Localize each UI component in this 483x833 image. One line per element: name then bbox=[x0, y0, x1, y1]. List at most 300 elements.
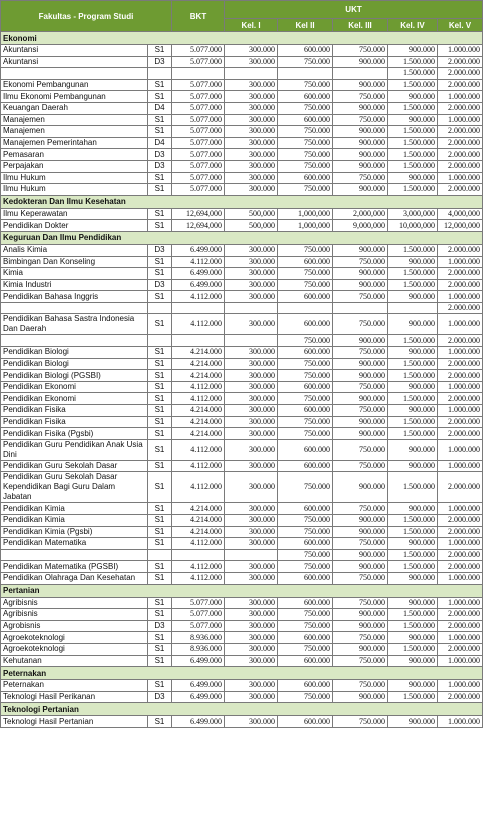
kel-1-cell: 300.000 bbox=[225, 172, 278, 184]
table-row bbox=[1, 572, 483, 584]
table-row bbox=[1, 691, 483, 703]
bkt-cell: 5.077.000 bbox=[172, 126, 225, 138]
bkt-cell: 4.214.000 bbox=[172, 358, 225, 370]
table-row bbox=[1, 126, 483, 138]
table-row bbox=[1, 244, 483, 256]
kel-4-cell: 1.500.000 bbox=[388, 137, 438, 149]
program-cell bbox=[1, 335, 148, 347]
kel-2-cell: 750.000 bbox=[278, 549, 333, 561]
degree-cell: S1 bbox=[148, 515, 172, 527]
bkt-cell: 5.077.000 bbox=[172, 609, 225, 621]
kel-4-cell bbox=[388, 302, 438, 314]
table-row bbox=[1, 460, 483, 472]
kel-5-cell: 1.000.000 bbox=[438, 45, 483, 57]
bkt-cell: 4.214.000 bbox=[172, 405, 225, 417]
table-body bbox=[1, 32, 483, 728]
kel-1-cell: 300.000 bbox=[225, 358, 278, 370]
table-row bbox=[1, 56, 483, 68]
program-cell: Pendidikan Dokter bbox=[1, 220, 148, 232]
kel-2-cell: 600.000 bbox=[278, 347, 333, 359]
program-cell: Pendidikan Ekonomi bbox=[1, 381, 148, 393]
degree-cell: S1 bbox=[148, 126, 172, 138]
faculty-name: Peternakan bbox=[1, 667, 483, 680]
kel-2-cell: 600.000 bbox=[278, 680, 333, 692]
kel-4-cell: 1.500.000 bbox=[388, 609, 438, 621]
kel-3-cell: 750.000 bbox=[333, 114, 388, 126]
kel-3-cell: 750.000 bbox=[333, 381, 388, 393]
table-row bbox=[1, 370, 483, 382]
bkt-cell: 5.077.000 bbox=[172, 91, 225, 103]
kel-2-cell: 600.000 bbox=[278, 172, 333, 184]
kel-1-cell: 300.000 bbox=[225, 91, 278, 103]
kel-4-cell: 1.500.000 bbox=[388, 358, 438, 370]
kel-2-cell: 600.000 bbox=[278, 538, 333, 550]
kel-3-cell: 750.000 bbox=[333, 347, 388, 359]
bkt-cell: 4.112.000 bbox=[172, 561, 225, 573]
table-row bbox=[1, 439, 483, 460]
kel-1-cell: 300.000 bbox=[225, 632, 278, 644]
kel-1-cell: 300.000 bbox=[225, 620, 278, 632]
program-cell: Ilmu Ekonomi Pembangunan bbox=[1, 91, 148, 103]
degree-cell: S1 bbox=[148, 45, 172, 57]
program-cell: Manajemen bbox=[1, 114, 148, 126]
program-cell: Pendidikan Guru Sekolah Dasar Kependidikan Bagi Guru Dalam Jabatan bbox=[1, 472, 148, 503]
program-cell: Pendidikan Olahraga Dan Kesehatan bbox=[1, 572, 148, 584]
kel-2-cell: 750.000 bbox=[278, 160, 333, 172]
bkt-cell: 4.112.000 bbox=[172, 439, 225, 460]
table-row bbox=[1, 314, 483, 335]
program-cell: Ilmu Keperawatan bbox=[1, 208, 148, 220]
kel-3-cell: 750.000 bbox=[333, 716, 388, 728]
degree-cell: S1 bbox=[148, 79, 172, 91]
kel-3-cell: 750.000 bbox=[333, 597, 388, 609]
kel-3-cell: 750.000 bbox=[333, 503, 388, 515]
kel-5-cell: 1.000.000 bbox=[438, 291, 483, 303]
table-row bbox=[1, 561, 483, 573]
kel-4-cell: 900.000 bbox=[388, 291, 438, 303]
kel-1-cell: 300.000 bbox=[225, 538, 278, 550]
kel-3-cell: 750.000 bbox=[333, 405, 388, 417]
kel-5-cell: 2.000.000 bbox=[438, 643, 483, 655]
kel-3-cell: 750.000 bbox=[333, 45, 388, 57]
degree-cell: S1 bbox=[148, 643, 172, 655]
faculty-name: Pertanian bbox=[1, 584, 483, 597]
kel-3-cell: 900.000 bbox=[333, 358, 388, 370]
program-column-header: Fakultas - Program Studi bbox=[1, 1, 172, 32]
bkt-cell: 5.077.000 bbox=[172, 149, 225, 161]
kel-3-cell: 900.000 bbox=[333, 137, 388, 149]
kel-2-cell: 600.000 bbox=[278, 91, 333, 103]
degree-cell: D3 bbox=[148, 244, 172, 256]
bkt-cell: 6.499.000 bbox=[172, 655, 225, 667]
bkt-cell: 6.499.000 bbox=[172, 680, 225, 692]
kel-3-cell: 750.000 bbox=[333, 91, 388, 103]
table-row bbox=[1, 405, 483, 417]
kel-4-cell: 1.500.000 bbox=[388, 184, 438, 196]
kel-1-cell: 300.000 bbox=[225, 370, 278, 382]
kel-2-cell: 750.000 bbox=[278, 268, 333, 280]
kel-3-cell: 900.000 bbox=[333, 160, 388, 172]
bkt-cell: 5.077.000 bbox=[172, 620, 225, 632]
bkt-cell: 6.499.000 bbox=[172, 268, 225, 280]
bkt-cell: 5.077.000 bbox=[172, 114, 225, 126]
kel-3-cell: 900.000 bbox=[333, 620, 388, 632]
kel-1-cell: 300.000 bbox=[225, 291, 278, 303]
kel-4-cell: 1.500.000 bbox=[388, 472, 438, 503]
kel-1-cell: 300.000 bbox=[225, 439, 278, 460]
kel-1-cell bbox=[225, 68, 278, 80]
kel-5-cell: 2.000.000 bbox=[438, 335, 483, 347]
kel-3-cell bbox=[333, 302, 388, 314]
program-cell: Pemasaran bbox=[1, 149, 148, 161]
kel-3-cell: 750.000 bbox=[333, 632, 388, 644]
kel-4-cell: 10,000,000 bbox=[388, 220, 438, 232]
bkt-cell bbox=[172, 302, 225, 314]
degree-cell: S1 bbox=[148, 716, 172, 728]
table-row bbox=[1, 620, 483, 632]
table-row bbox=[1, 208, 483, 220]
kel-3-cell: 900.000 bbox=[333, 370, 388, 382]
kel-5-cell: 1.000.000 bbox=[438, 439, 483, 460]
table-row bbox=[1, 472, 483, 503]
kel-4-cell: 900.000 bbox=[388, 381, 438, 393]
program-cell: Pendidikan Fisika bbox=[1, 416, 148, 428]
kel-3-cell: 900.000 bbox=[333, 609, 388, 621]
degree-cell: D3 bbox=[148, 160, 172, 172]
kel-1-cell: 300.000 bbox=[225, 314, 278, 335]
degree-cell bbox=[148, 335, 172, 347]
kel-5-cell: 1.000.000 bbox=[438, 460, 483, 472]
table-row bbox=[1, 172, 483, 184]
kel-5-cell: 2.000.000 bbox=[438, 149, 483, 161]
kel-1-cell: 300.000 bbox=[225, 691, 278, 703]
kel-4-cell: 1.500.000 bbox=[388, 370, 438, 382]
kel-1-cell: 300.000 bbox=[225, 137, 278, 149]
faculty-section-row bbox=[1, 231, 483, 244]
kel-2-cell: 750.000 bbox=[278, 620, 333, 632]
kel-5-cell: 1.000.000 bbox=[438, 632, 483, 644]
kel-4-cell: 1.500.000 bbox=[388, 102, 438, 114]
table-row bbox=[1, 91, 483, 103]
faculty-name: Kedokteran Dan Ilmu Kesehatan bbox=[1, 195, 483, 208]
bkt-cell: 6.499.000 bbox=[172, 244, 225, 256]
kel-1-cell: 300.000 bbox=[225, 643, 278, 655]
degree-cell: D3 bbox=[148, 691, 172, 703]
kel-1-cell: 500,000 bbox=[225, 220, 278, 232]
bkt-cell: 5.077.000 bbox=[172, 597, 225, 609]
kel-3-cell: 900.000 bbox=[333, 268, 388, 280]
kel-1-cell: 300.000 bbox=[225, 184, 278, 196]
table-row bbox=[1, 358, 483, 370]
kel-1-cell: 500,000 bbox=[225, 208, 278, 220]
bkt-cell: 12,694,000 bbox=[172, 220, 225, 232]
degree-cell: S1 bbox=[148, 256, 172, 268]
table-row bbox=[1, 716, 483, 728]
program-cell: Pendidikan Kimia bbox=[1, 515, 148, 527]
degree-cell: D3 bbox=[148, 149, 172, 161]
kel-2-cell: 750.000 bbox=[278, 643, 333, 655]
table-row bbox=[1, 381, 483, 393]
bkt-cell: 4.112.000 bbox=[172, 460, 225, 472]
kel-5-cell: 1.000.000 bbox=[438, 314, 483, 335]
kel-1-cell: 300.000 bbox=[225, 114, 278, 126]
kel-2-cell: 750.000 bbox=[278, 184, 333, 196]
kel-2-cell: 750.000 bbox=[278, 126, 333, 138]
kel-5-cell: 1.000.000 bbox=[438, 597, 483, 609]
kel-1-cell: 300.000 bbox=[225, 256, 278, 268]
table-row bbox=[1, 503, 483, 515]
program-cell: Pendidikan Guru Sekolah Dasar bbox=[1, 460, 148, 472]
kel-4-cell: 1.500.000 bbox=[388, 126, 438, 138]
kel-2-cell: 750.000 bbox=[278, 102, 333, 114]
kel-5-cell: 1.000.000 bbox=[438, 716, 483, 728]
table-row bbox=[1, 291, 483, 303]
faculty-section-row bbox=[1, 195, 483, 208]
bkt-cell: 4.112.000 bbox=[172, 538, 225, 550]
kel-4-cell: 900.000 bbox=[388, 538, 438, 550]
kel-2-cell: 600.000 bbox=[278, 655, 333, 667]
kel-4-cell: 900.000 bbox=[388, 114, 438, 126]
kel-4-cell: 1.500.000 bbox=[388, 160, 438, 172]
bkt-cell: 4.112.000 bbox=[172, 572, 225, 584]
table-row bbox=[1, 549, 483, 561]
kel-2-cell: 750.000 bbox=[278, 335, 333, 347]
kel-2-cell: 1,000,000 bbox=[278, 208, 333, 220]
kel-1-cell: 300.000 bbox=[225, 405, 278, 417]
program-cell: Pendidikan Fisika (Pgsbi) bbox=[1, 428, 148, 440]
kel-5-cell: 4,000,000 bbox=[438, 208, 483, 220]
kel-3-cell: 900.000 bbox=[333, 279, 388, 291]
kel-2-cell: 750.000 bbox=[278, 56, 333, 68]
table-row bbox=[1, 609, 483, 621]
table-row bbox=[1, 515, 483, 527]
kel-2-cell: 750.000 bbox=[278, 137, 333, 149]
kel-5-cell: 2.000.000 bbox=[438, 472, 483, 503]
kel-2-cell: 600.000 bbox=[278, 405, 333, 417]
table-row bbox=[1, 632, 483, 644]
bkt-cell: 5.077.000 bbox=[172, 102, 225, 114]
kel-3-cell: 900.000 bbox=[333, 149, 388, 161]
kel-2-cell: 750.000 bbox=[278, 358, 333, 370]
faculty-section-row bbox=[1, 584, 483, 597]
bkt-cell: 12,694,000 bbox=[172, 208, 225, 220]
kel-1-cell: 300.000 bbox=[225, 79, 278, 91]
program-cell: Ilmu Hukum bbox=[1, 184, 148, 196]
table-row bbox=[1, 102, 483, 114]
program-cell: Manajemen bbox=[1, 126, 148, 138]
degree-cell: S1 bbox=[148, 526, 172, 538]
kel-1-cell: 300.000 bbox=[225, 381, 278, 393]
bkt-cell: 4.214.000 bbox=[172, 515, 225, 527]
kel-1-cell: 300.000 bbox=[225, 56, 278, 68]
program-cell: Pendidikan Kimia (Pgsbi) bbox=[1, 526, 148, 538]
bkt-cell: 5.077.000 bbox=[172, 172, 225, 184]
table-row bbox=[1, 538, 483, 550]
kel-4-cell: 900.000 bbox=[388, 347, 438, 359]
degree-cell: S1 bbox=[148, 680, 172, 692]
kel-3-cell: 750.000 bbox=[333, 572, 388, 584]
program-cell: Ilmu Hukum bbox=[1, 172, 148, 184]
kel-1-cell: 300.000 bbox=[225, 428, 278, 440]
bkt-cell: 5.077.000 bbox=[172, 137, 225, 149]
program-cell: Agroekoteknologi bbox=[1, 643, 148, 655]
program-cell bbox=[1, 302, 148, 314]
kel-5-cell: 2.000.000 bbox=[438, 279, 483, 291]
bkt-cell: 4.214.000 bbox=[172, 503, 225, 515]
bkt-cell: 4.214.000 bbox=[172, 370, 225, 382]
kel-2-cell: 600.000 bbox=[278, 256, 333, 268]
kel-4-cell: 1.500.000 bbox=[388, 149, 438, 161]
kel-5-cell: 2.000.000 bbox=[438, 515, 483, 527]
kel-4-cell: 900.000 bbox=[388, 405, 438, 417]
kel-4-cell: 900.000 bbox=[388, 655, 438, 667]
program-cell: Manajemen Pemerintahan bbox=[1, 137, 148, 149]
degree-cell bbox=[148, 68, 172, 80]
kel-4-cell: 1.500.000 bbox=[388, 643, 438, 655]
kel-4-cell: 900.000 bbox=[388, 172, 438, 184]
bkt-cell: 8.936.000 bbox=[172, 632, 225, 644]
bkt-cell: 4.214.000 bbox=[172, 526, 225, 538]
program-cell: Pendidikan Biologi bbox=[1, 347, 148, 359]
kel-5-cell: 1.000.000 bbox=[438, 114, 483, 126]
program-cell: Keuangan Daerah bbox=[1, 102, 148, 114]
table-row bbox=[1, 393, 483, 405]
kel-3-cell: 900.000 bbox=[333, 515, 388, 527]
kel-3-cell: 900.000 bbox=[333, 549, 388, 561]
bkt-cell: 8.936.000 bbox=[172, 643, 225, 655]
kel-3-cell: 750.000 bbox=[333, 655, 388, 667]
kel-5-cell: 2.000.000 bbox=[438, 160, 483, 172]
kel-4-cell: 900.000 bbox=[388, 680, 438, 692]
kel-4-cell: 900.000 bbox=[388, 439, 438, 460]
kel-1-cell: 300.000 bbox=[225, 597, 278, 609]
kel-3-cell: 9,000,000 bbox=[333, 220, 388, 232]
program-cell: Pendidikan Matematika (PGSBI) bbox=[1, 561, 148, 573]
table-row bbox=[1, 680, 483, 692]
table-row bbox=[1, 45, 483, 57]
degree-cell: S1 bbox=[148, 538, 172, 550]
kel-5-cell: 1.000.000 bbox=[438, 680, 483, 692]
kel-1-cell: 300.000 bbox=[225, 126, 278, 138]
kel-1-cell bbox=[225, 549, 278, 561]
kel-4-cell: 1.500.000 bbox=[388, 393, 438, 405]
kel-1-cell: 300.000 bbox=[225, 716, 278, 728]
program-cell: Kimia bbox=[1, 268, 148, 280]
kel-1-cell: 300.000 bbox=[225, 149, 278, 161]
kel-2-cell: 600.000 bbox=[278, 114, 333, 126]
kel-2-cell: 750.000 bbox=[278, 609, 333, 621]
kel-5-cell: 2.000.000 bbox=[438, 609, 483, 621]
kelompok-4-header: Kel. IV bbox=[388, 19, 438, 32]
kel-5-cell: 1.000.000 bbox=[438, 503, 483, 515]
degree-cell: D3 bbox=[148, 620, 172, 632]
kel-1-cell: 300.000 bbox=[225, 416, 278, 428]
table-row bbox=[1, 268, 483, 280]
bkt-cell: 5.077.000 bbox=[172, 184, 225, 196]
program-cell: Pendidikan Biologi bbox=[1, 358, 148, 370]
kel-3-cell: 750.000 bbox=[333, 538, 388, 550]
degree-cell: S1 bbox=[148, 655, 172, 667]
kel-1-cell: 300.000 bbox=[225, 102, 278, 114]
kel-3-cell: 750.000 bbox=[333, 291, 388, 303]
kel-3-cell: 900.000 bbox=[333, 56, 388, 68]
table-row bbox=[1, 643, 483, 655]
kel-4-cell: 1.500.000 bbox=[388, 428, 438, 440]
kel-5-cell: 2.000.000 bbox=[438, 370, 483, 382]
kel-5-cell: 2.000.000 bbox=[438, 126, 483, 138]
kel-1-cell: 300.000 bbox=[225, 460, 278, 472]
bkt-cell: 5.077.000 bbox=[172, 79, 225, 91]
kel-2-cell: 750.000 bbox=[278, 472, 333, 503]
kel-3-cell: 750.000 bbox=[333, 172, 388, 184]
kel-2-cell: 600.000 bbox=[278, 460, 333, 472]
program-cell: Teknologi Hasil Pertanian bbox=[1, 716, 148, 728]
bkt-cell: 4.214.000 bbox=[172, 416, 225, 428]
bkt-cell: 4.112.000 bbox=[172, 256, 225, 268]
kel-4-cell: 1.500.000 bbox=[388, 68, 438, 80]
table-row bbox=[1, 79, 483, 91]
kelompok-3-header: Kel. III bbox=[333, 19, 388, 32]
kel-4-cell: 1.500.000 bbox=[388, 279, 438, 291]
table-row bbox=[1, 137, 483, 149]
kel-3-cell: 900.000 bbox=[333, 526, 388, 538]
degree-cell: S1 bbox=[148, 208, 172, 220]
kel-4-cell: 900.000 bbox=[388, 314, 438, 335]
kel-4-cell: 900.000 bbox=[388, 460, 438, 472]
program-cell: Agrobisnis bbox=[1, 620, 148, 632]
bkt-cell: 4.214.000 bbox=[172, 347, 225, 359]
faculty-name: Ekonomi bbox=[1, 32, 483, 45]
bkt-cell bbox=[172, 549, 225, 561]
kel-3-cell: 900.000 bbox=[333, 643, 388, 655]
kel-4-cell: 900.000 bbox=[388, 572, 438, 584]
degree-cell: S1 bbox=[148, 632, 172, 644]
program-cell: Pendidikan Biologi (PGSBI) bbox=[1, 370, 148, 382]
kel-4-cell: 900.000 bbox=[388, 597, 438, 609]
faculty-section-row bbox=[1, 32, 483, 45]
degree-cell: S1 bbox=[148, 561, 172, 573]
kel-5-cell: 2.000.000 bbox=[438, 102, 483, 114]
kel-1-cell: 300.000 bbox=[225, 45, 278, 57]
table-row bbox=[1, 416, 483, 428]
degree-cell bbox=[148, 549, 172, 561]
kel-2-cell: 600.000 bbox=[278, 291, 333, 303]
kel-1-cell bbox=[225, 302, 278, 314]
program-cell: Ekonomi Pembangunan bbox=[1, 79, 148, 91]
degree-cell: D4 bbox=[148, 137, 172, 149]
kel-4-cell: 1.500.000 bbox=[388, 268, 438, 280]
kel-2-cell: 750.000 bbox=[278, 526, 333, 538]
kel-2-cell: 750.000 bbox=[278, 691, 333, 703]
degree-cell: S1 bbox=[148, 220, 172, 232]
kel-2-cell: 600.000 bbox=[278, 314, 333, 335]
kel-4-cell: 900.000 bbox=[388, 256, 438, 268]
kel-3-cell: 2,000,000 bbox=[333, 208, 388, 220]
degree-cell: S1 bbox=[148, 172, 172, 184]
program-cell: Bimbingan Dan Konseling bbox=[1, 256, 148, 268]
kel-2-cell: 750.000 bbox=[278, 515, 333, 527]
program-cell: Agribisnis bbox=[1, 597, 148, 609]
kel-1-cell: 300.000 bbox=[225, 268, 278, 280]
degree-cell: S1 bbox=[148, 381, 172, 393]
kel-2-cell: 600.000 bbox=[278, 439, 333, 460]
program-cell: Kimia Industri bbox=[1, 279, 148, 291]
kel-5-cell: 1.000.000 bbox=[438, 655, 483, 667]
kel-3-cell: 900.000 bbox=[333, 335, 388, 347]
program-cell: Pendidikan Kimia bbox=[1, 503, 148, 515]
kel-1-cell: 300.000 bbox=[225, 680, 278, 692]
bkt-cell: 6.499.000 bbox=[172, 716, 225, 728]
